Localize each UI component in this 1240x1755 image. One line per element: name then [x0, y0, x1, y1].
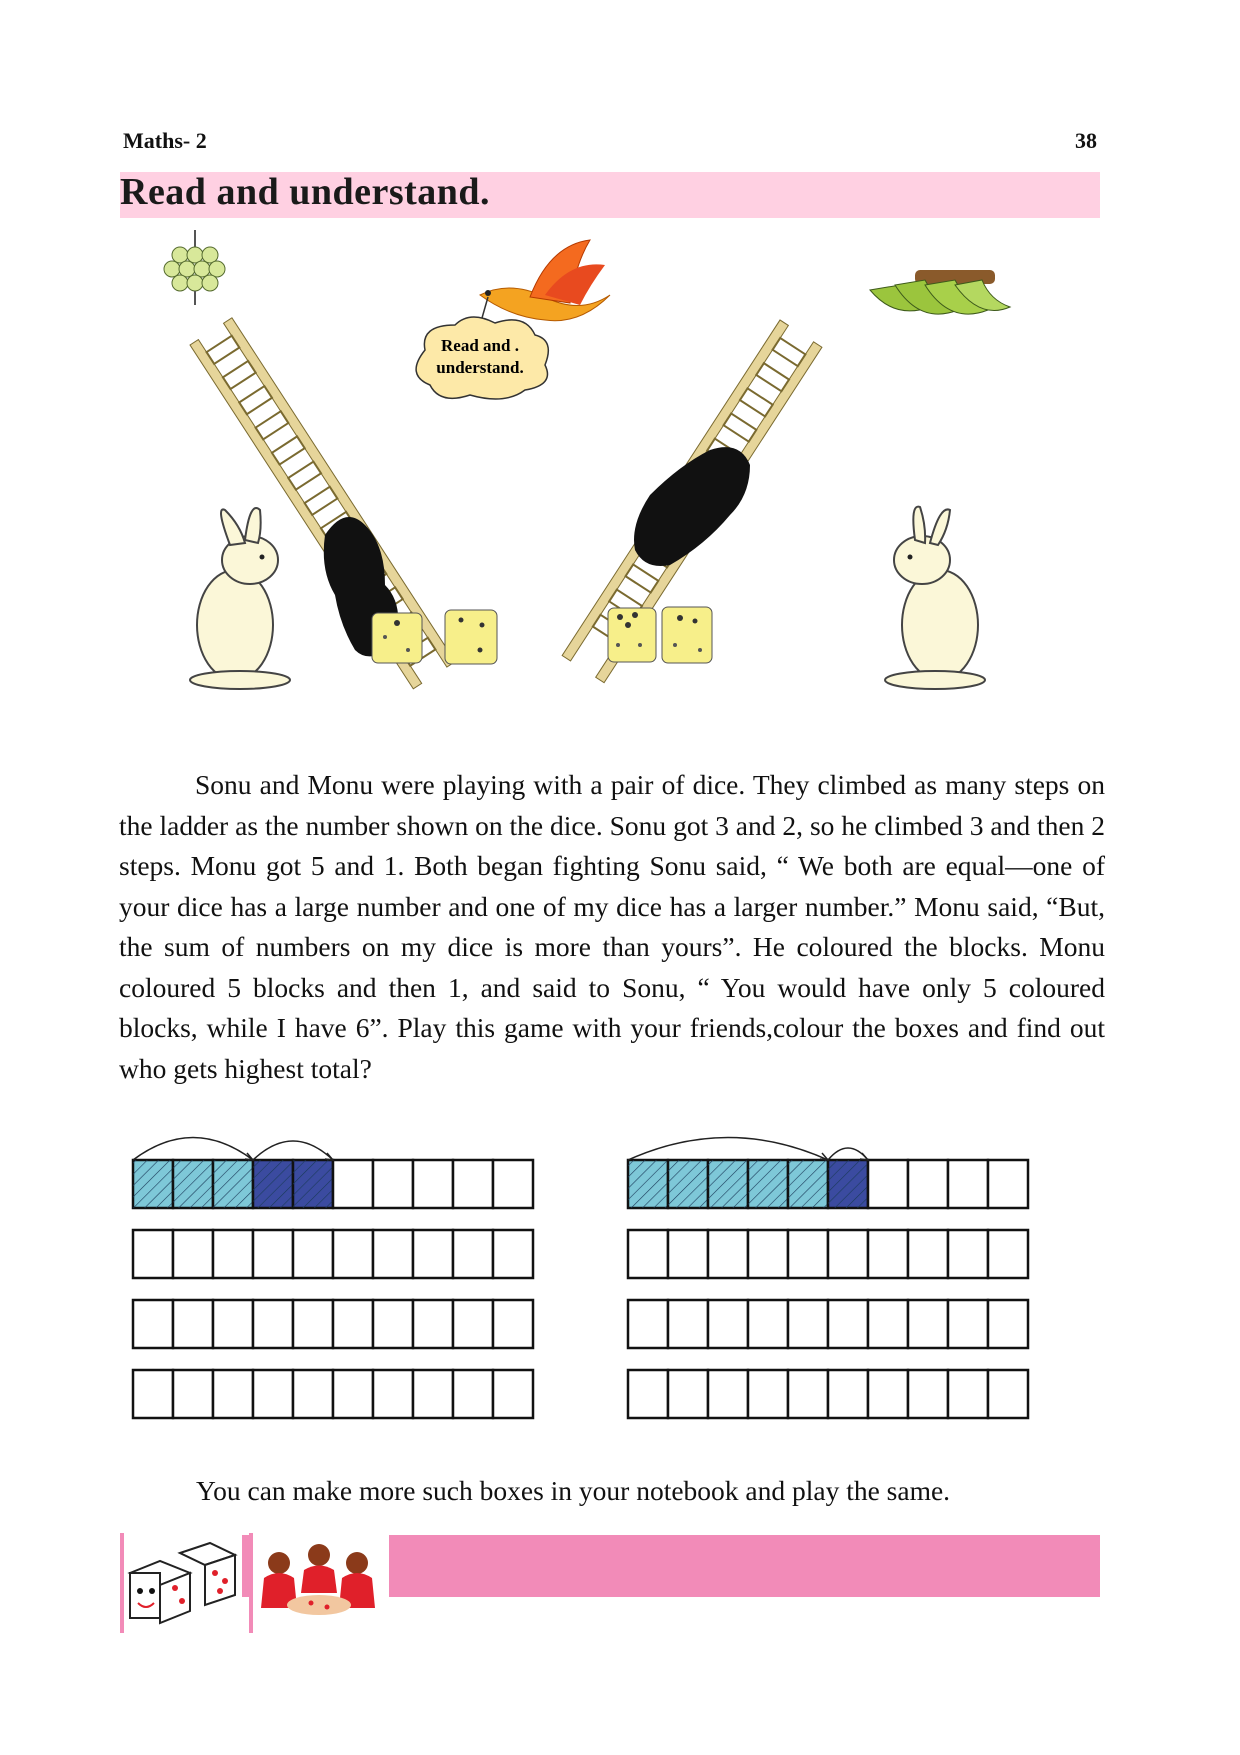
box-cell: [213, 1370, 253, 1418]
box-cell-hatch: [788, 1160, 828, 1208]
box-cell: [828, 1300, 868, 1348]
box-cell: [628, 1370, 668, 1418]
box-row: [133, 1160, 533, 1208]
box-cell: [948, 1230, 988, 1278]
box-cell: [453, 1160, 493, 1208]
box-row: [133, 1230, 533, 1278]
grapes-icon: [164, 230, 225, 305]
box-cell: [173, 1230, 213, 1278]
box-cell-hatch: [133, 1160, 173, 1208]
box-cell: [333, 1300, 373, 1348]
box-cell: [868, 1160, 908, 1208]
box-cell: [668, 1370, 708, 1418]
arc-second-roll: [253, 1141, 333, 1160]
box-cell: [628, 1300, 668, 1348]
box-cell: [293, 1300, 333, 1348]
dice-icon-4: [662, 607, 712, 663]
bird-icon: [480, 240, 610, 325]
page-number: 38: [1075, 128, 1097, 153]
box-cell: [213, 1300, 253, 1348]
box-cell-hatch: [173, 1160, 213, 1208]
box-cell: [453, 1300, 493, 1348]
box-cell: [413, 1370, 453, 1418]
box-cell: [748, 1230, 788, 1278]
footer-dice-icon: [120, 1533, 242, 1633]
story-text: [119, 765, 1105, 1089]
box-cell: [748, 1370, 788, 1418]
box-row: [133, 1370, 533, 1418]
box-row: [628, 1300, 1028, 1348]
box-cell: [788, 1230, 828, 1278]
box-cell: [253, 1300, 293, 1348]
box-cell: [133, 1300, 173, 1348]
box-row: [628, 1370, 1028, 1418]
box-cell: [493, 1160, 533, 1208]
box-cell-hatch: [628, 1160, 668, 1208]
box-cell-hatch: [828, 1160, 868, 1208]
box-cell: [213, 1230, 253, 1278]
box-cell: [413, 1300, 453, 1348]
box-cell: [988, 1370, 1028, 1418]
box-cell: [788, 1300, 828, 1348]
story-paragraph: Sonu and Monu were playing with a pair of dice. They climbed as many steps on the ladder as the number shown on the dice. Sonu got 3 and 2, so he climbed 3 and then 2 steps. Monu got 5 and 1. Both began fighting Sonu said, “ We both are equal—one of your dice has a large number and one of my dice has a larger number.” Monu said, “But, the sum of numbers on my dice is more than yours”. He coloured the blocks. Monu coloured 5 blocks and then 1, and said to Sonu, “ You would have only 5 coloured blocks, while I have 6”. Play this game with your friends,colour the boxes and find out who gets highest total?: [119, 769, 1105, 1084]
speech-cloud: [416, 317, 548, 399]
box-cell: [493, 1370, 533, 1418]
speech-line-2: understand.: [436, 358, 524, 377]
box-cell: [373, 1160, 413, 1208]
box-cell-hatch: [213, 1160, 253, 1208]
left-rabbit-icon: [190, 508, 290, 689]
box-cell: [373, 1370, 413, 1418]
box-cell: [453, 1230, 493, 1278]
box-cell: [868, 1300, 908, 1348]
box-cell: [333, 1160, 373, 1208]
box-cell: [788, 1370, 828, 1418]
box-cell: [373, 1300, 413, 1348]
box-cell: [988, 1160, 1028, 1208]
right-climber-silhouette: [634, 447, 750, 566]
box-cell-hatch: [253, 1160, 293, 1208]
right-rabbit-icon: [885, 507, 985, 689]
arc-first-roll: [133, 1138, 253, 1161]
box-cell: [133, 1370, 173, 1418]
footer-children-playing-icon: [249, 1533, 389, 1633]
bananas-icon: [870, 270, 1010, 314]
box-cell: [493, 1300, 533, 1348]
box-cell: [948, 1160, 988, 1208]
dice-icon-1: [372, 613, 422, 663]
box-cell: [668, 1230, 708, 1278]
box-cell: [628, 1230, 668, 1278]
arc-first-roll: [628, 1138, 828, 1161]
page-title: Read and understand.: [120, 171, 491, 213]
box-cell: [413, 1230, 453, 1278]
title-band: [120, 172, 1100, 218]
box-cell: [908, 1370, 948, 1418]
box-cell: [948, 1370, 988, 1418]
box-cell: [868, 1370, 908, 1418]
box-cell-hatch: [668, 1160, 708, 1208]
box-cell: [988, 1300, 1028, 1348]
box-cell: [293, 1370, 333, 1418]
box-row: [628, 1160, 1028, 1208]
box-cell: [748, 1300, 788, 1348]
box-cell-hatch: [708, 1160, 748, 1208]
dice-icon-2: [445, 610, 497, 664]
box-cell: [908, 1160, 948, 1208]
box-cell: [988, 1230, 1028, 1278]
box-row: [133, 1300, 533, 1348]
box-cell: [493, 1230, 533, 1278]
box-cell: [948, 1300, 988, 1348]
box-cell: [828, 1370, 868, 1418]
box-cell: [453, 1370, 493, 1418]
grid-right: [628, 1138, 1028, 1419]
box-cell: [173, 1370, 213, 1418]
dice-icon-3: [608, 608, 656, 662]
box-cell: [668, 1300, 708, 1348]
box-cell: [253, 1230, 293, 1278]
box-cell: [908, 1300, 948, 1348]
box-cell: [333, 1370, 373, 1418]
subject-label: Maths- 2: [123, 128, 207, 153]
box-cell: [333, 1230, 373, 1278]
box-cell: [413, 1160, 453, 1208]
box-cell-hatch: [293, 1160, 333, 1208]
instruction-note: You can make more such boxes in your notebook and play the same.: [196, 1475, 951, 1506]
box-cell: [373, 1230, 413, 1278]
box-cell: [708, 1300, 748, 1348]
box-cell: [908, 1230, 948, 1278]
box-cell: [253, 1370, 293, 1418]
box-cell: [868, 1230, 908, 1278]
box-cell: [828, 1230, 868, 1278]
box-row: [628, 1230, 1028, 1278]
grid-left: [133, 1138, 533, 1419]
counting-boxes: [128, 1105, 1098, 1455]
box-cell: [708, 1370, 748, 1418]
snakes-ladders-illustration: [150, 225, 1030, 755]
box-cell-hatch: [748, 1160, 788, 1208]
box-cell: [293, 1230, 333, 1278]
box-cell: [173, 1300, 213, 1348]
box-cell: [133, 1230, 173, 1278]
box-cell: [708, 1230, 748, 1278]
speech-line-1: Read and .: [441, 336, 519, 355]
